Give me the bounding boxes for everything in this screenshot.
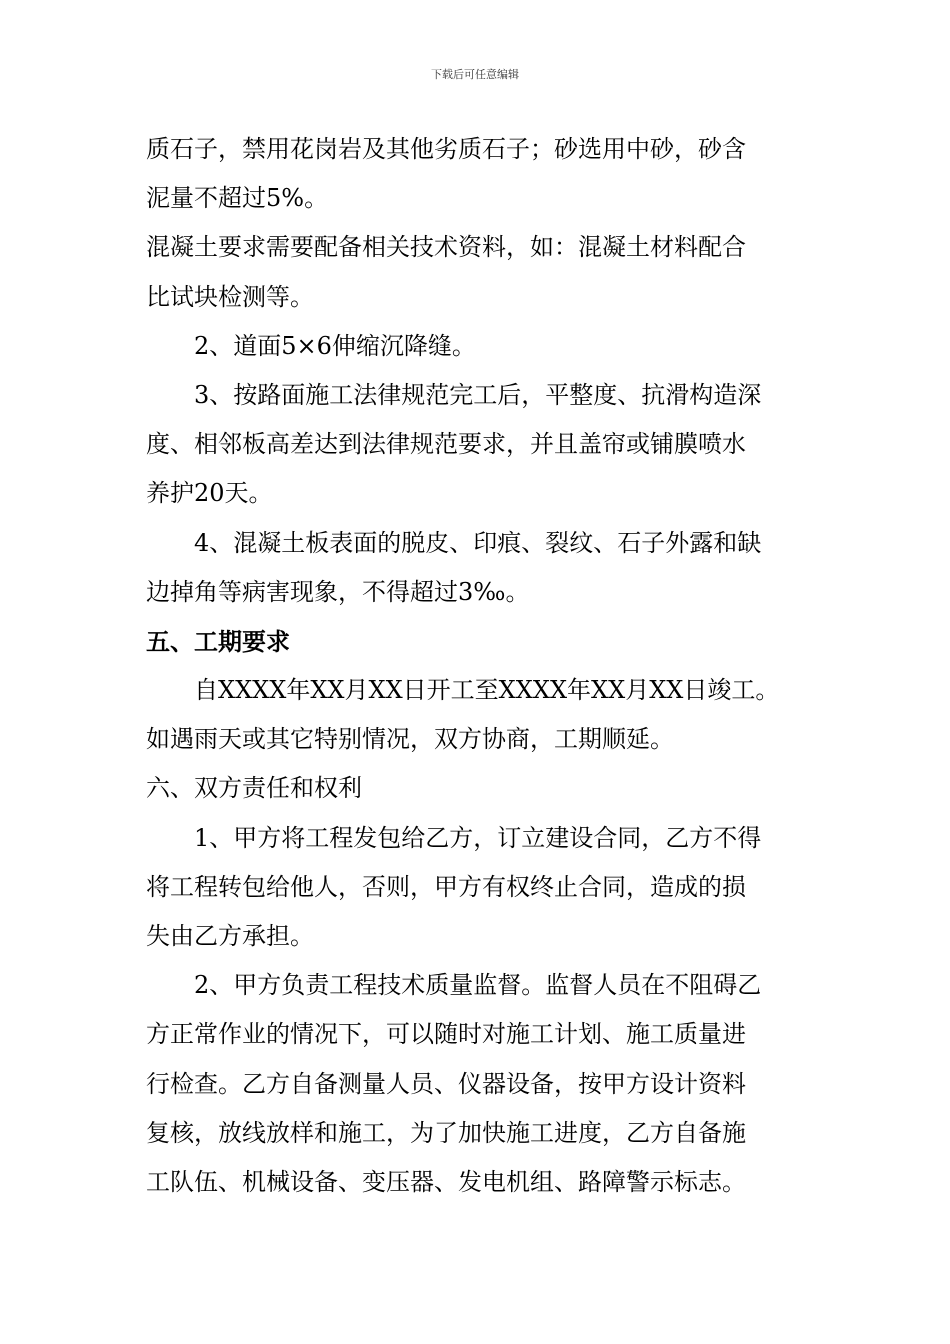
document-body — [146, 125, 806, 1207]
section-heading: 五、工期要求 — [146, 626, 290, 656]
paragraph-line: 质石子，禁用花岗岩及其他劣质石子；砂选用中砂，砂含 — [146, 135, 746, 163]
paragraph-line: 如遇雨天或其它特别情况，双方协商，工期顺延。 — [146, 725, 674, 754]
paragraph-line: 泥量不超过5%。 — [146, 184, 329, 213]
page-header: 下载后可任意编辑 — [431, 68, 519, 81]
paragraph-line: 混凝土要求需要配备相关技术资料，如：混凝土材料配合 — [146, 233, 746, 262]
paragraph-line: 1、甲方将工程发包给乙方，订立建设合同，乙方不得 — [194, 823, 762, 852]
section-heading: 六、双方责任和权利 — [146, 774, 362, 803]
paragraph-line: 将工程转包给他人，否则，甲方有权终止合同，造成的损 — [146, 872, 746, 901]
paragraph-line: 4、混凝土板表面的脱皮、印痕、裂纹、石子外露和缺 — [194, 528, 762, 557]
paragraph-line: 复核，放线放样和施工，为了加快施工进度，乙方自备施 — [146, 1118, 746, 1147]
paragraph-line: 3、按路面施工法律规范完工后，平整度、抗滑构造深 — [194, 380, 762, 409]
paragraph-line: 2、甲方负责工程技术质量监督。监督人员在不阻碍乙 — [194, 971, 762, 1000]
paragraph-line: 工队伍、机械设备、变压器、发电机组、路障警示标志。 — [146, 1167, 746, 1196]
paragraph-line: 方正常作业的情况下，可以随时对施工计划、施工质量进 — [146, 1020, 746, 1049]
paragraph-line: 自XXXX年XX月XX日开工至XXXX年XX月XX日竣工。 — [194, 676, 780, 705]
paragraph-line: 度、相邻板高差达到法律规范要求，并且盖帘或铺膜喷水 — [146, 430, 746, 459]
paragraph-line: 2、道面5×6伸缩沉降缝。 — [194, 331, 476, 360]
paragraph-line: 边掉角等病害现象，不得超过3‰。 — [146, 577, 530, 606]
paragraph-line: 养护20天。 — [146, 479, 273, 508]
paragraph-line: 比试块检测等。 — [146, 282, 314, 311]
paragraph-line: 失由乙方承担。 — [146, 922, 314, 950]
paragraph-line: 行检查。乙方自备测量人员、仪器设备，按甲方设计资料 — [146, 1069, 746, 1098]
